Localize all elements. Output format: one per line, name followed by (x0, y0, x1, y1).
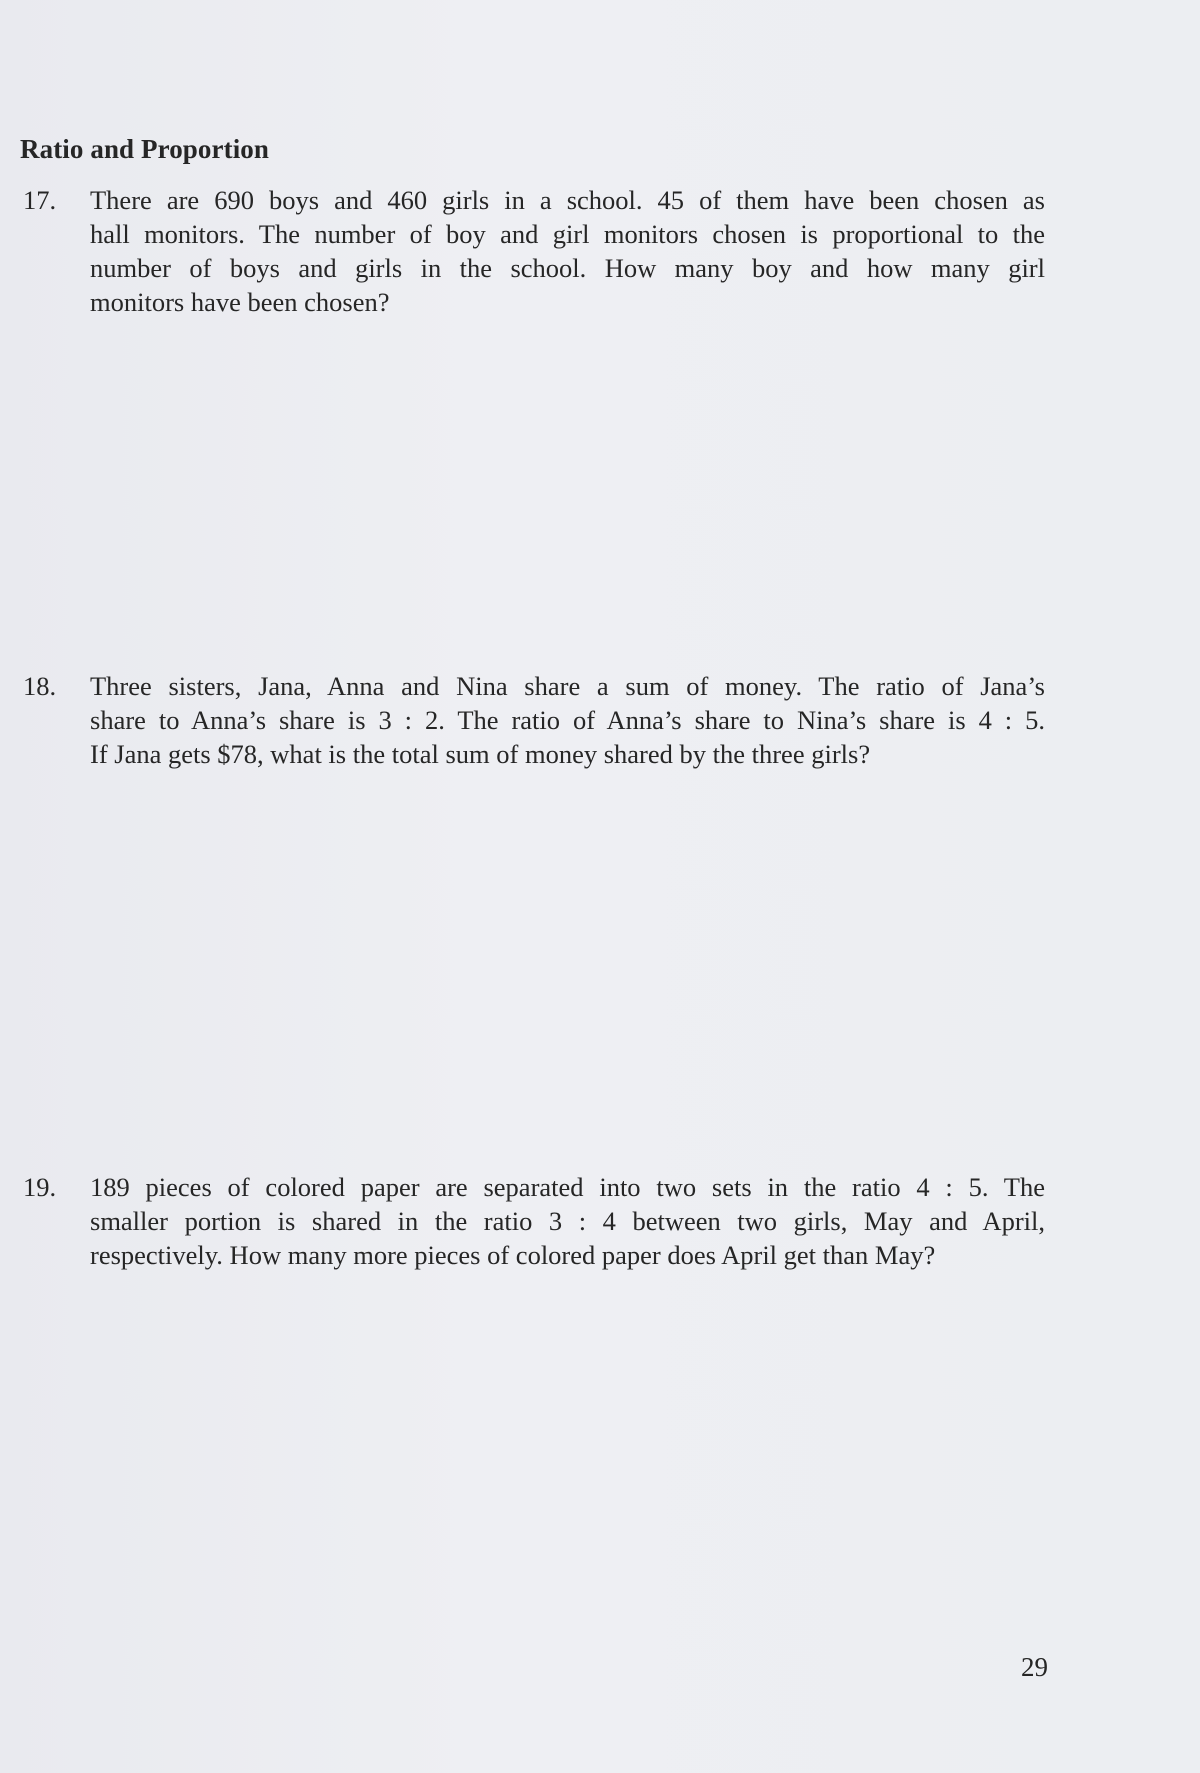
problem-line: hall monitors. The number of boy and girl monitors chosen is proportional to the (90, 219, 1045, 249)
problem-19 (23, 1170, 1045, 1272)
problem-number: 19. (23, 1172, 57, 1202)
problem-line: Three sisters, Jana, Anna and Nina share a sum of money. The ratio of Jana’s (90, 671, 1045, 701)
problem-line: monitors have been chosen? (90, 287, 390, 317)
problem-line: There are 690 boys and 460 girls in a school. 45 of them have been chosen as (90, 185, 1045, 215)
section-heading: Ratio and Proportion (20, 134, 270, 164)
problem-line: 189 pieces of colored paper are separated into two sets in the ratio 4 : 5. The (90, 1172, 1045, 1202)
problem-line: number of boys and girls in the school. How many boy and how many girl (90, 253, 1045, 283)
problem-text (90, 1170, 1045, 1272)
problem-text (90, 669, 1045, 771)
problem-line: If Jana gets $78, what is the total sum of money shared by the three girls? (90, 739, 871, 769)
problem-text (90, 183, 1045, 319)
problem-line: share to Anna’s share is 3 : 2. The ratio of Anna’s share to Nina’s share is 4 : 5. (90, 705, 1045, 735)
problem-number: 17. (23, 185, 57, 215)
problem-line: smaller portion is shared in the ratio 3 : 4 between two girls, May and April, (90, 1206, 1045, 1236)
problem-number: 18. (23, 671, 57, 701)
page-number: 29 (1021, 1652, 1048, 1682)
problem-line: respectively. How many more pieces of colored paper does April get than May? (90, 1240, 936, 1270)
problem-18 (23, 669, 1045, 771)
problem-17 (23, 183, 1045, 319)
